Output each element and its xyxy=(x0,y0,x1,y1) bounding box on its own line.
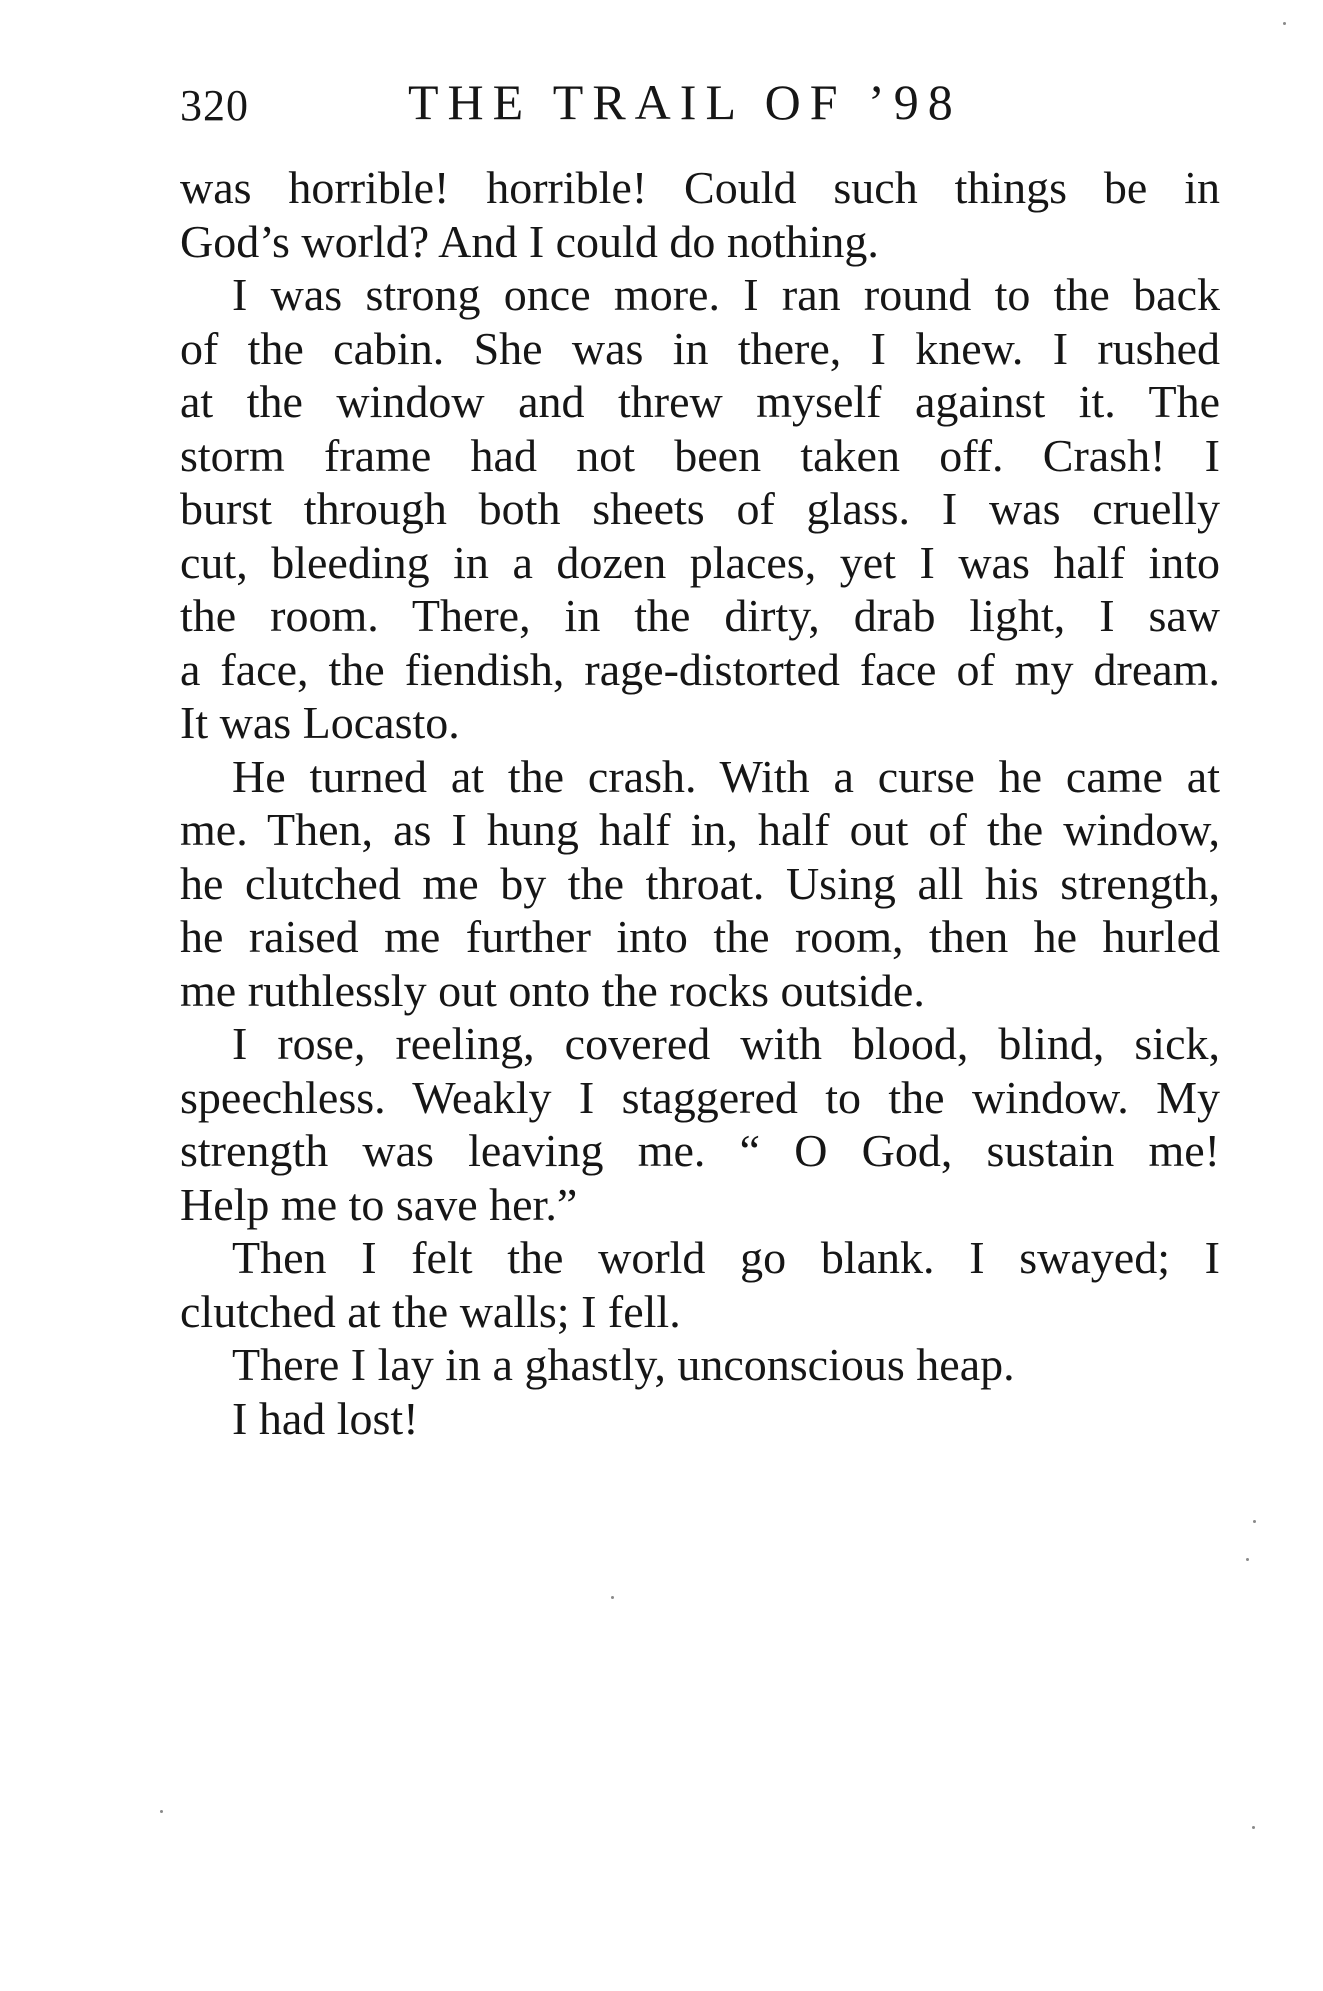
text-line: was horrible! horrible! Could such things be in xyxy=(180,162,1220,213)
scan-speck xyxy=(1253,1520,1256,1523)
page-number: 320 xyxy=(180,81,249,130)
text-line: I was strong once more. I ran round to the back xyxy=(232,269,1220,320)
text-line: I had lost! xyxy=(232,1392,419,1444)
text-line: It was Locasto. xyxy=(180,697,460,748)
scan-speck xyxy=(1252,1826,1255,1829)
scan-speck xyxy=(160,1810,163,1813)
scan-speck xyxy=(1283,22,1286,25)
text-line: at the window and threw myself against it. The xyxy=(180,376,1220,427)
text-line: he raised me further into the room, then he hurled xyxy=(180,911,1220,962)
text-line: speechless. Weakly I staggered to the window. My xyxy=(180,1071,1220,1123)
text-line: I rose, reeling, covered with blood, blind, sick, xyxy=(232,1018,1220,1069)
scan-speck xyxy=(1246,1558,1249,1561)
text-line: storm frame had not been taken off. Crash! I xyxy=(180,429,1220,481)
text-line: the room. There, in the dirty, drab light, I saw xyxy=(180,590,1220,641)
text-line: There I lay in a ghastly, unconscious heap. xyxy=(232,1339,1015,1390)
text-line: Then I felt the world go blank. I swayed; I xyxy=(232,1232,1220,1283)
text-line: clutched at the walls; I fell. xyxy=(180,1285,681,1337)
body-text xyxy=(180,161,1220,1445)
text-line: a face, the fiendish, rage-distorted face of my dream. xyxy=(180,643,1220,695)
text-line: me ruthlessly out onto the rocks outside. xyxy=(180,964,925,1016)
text-line: He turned at the crash. With a curse he came at xyxy=(232,750,1220,802)
scan-speck xyxy=(611,1596,614,1599)
text-line: Help me to save her.” xyxy=(180,1178,578,1230)
running-head xyxy=(180,72,1220,132)
text-line: he clutched me by the throat. Using all his strength, xyxy=(180,857,1220,909)
text-line: God’s world? And I could do nothing. xyxy=(180,215,879,267)
book-title: THE TRAIL OF ’98 xyxy=(408,74,962,130)
text-line: burst through both sheets of glass. I was cruelly xyxy=(180,483,1220,534)
text-line: strength was leaving me. “ O God, sustain me! xyxy=(180,1125,1220,1176)
text-line: me. Then, as I hung half in, half out of the window, xyxy=(180,804,1220,855)
text-line: of the cabin. She was in there, I knew. I rushed xyxy=(180,322,1220,374)
text-line: cut, bleeding in a dozen places, yet I was half into xyxy=(180,536,1220,588)
